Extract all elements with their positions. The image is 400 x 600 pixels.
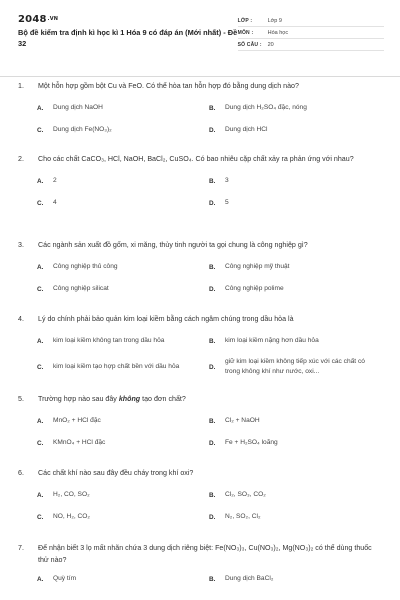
option-letter: A. [37, 104, 44, 112]
option-text: Cl₂, SO₃, CO₂ [225, 490, 266, 498]
question-4 [18, 313, 384, 382]
option-text: Cl₂ + NaOH [225, 416, 260, 424]
document-title: Bộ đề kiểm tra định kì học kì 1 Hóa 9 có đáp án (Mới nhất) - Đề 32 [18, 28, 238, 48]
option-letter: B. [209, 104, 216, 112]
option-grid [37, 330, 384, 382]
question-6 [18, 467, 384, 528]
option-d[interactable] [209, 432, 381, 454]
meta-value: 20 [267, 41, 274, 48]
option-letter: C. [37, 285, 44, 293]
meta-info [238, 15, 384, 66]
option-b[interactable] [209, 330, 381, 352]
logo-main-text: 2048 [18, 14, 47, 25]
question-number: 5. [18, 395, 24, 403]
page-header [18, 14, 384, 66]
option-a[interactable] [37, 410, 209, 432]
question-number: 3. [18, 241, 24, 249]
meta-row-class [238, 15, 384, 27]
question-number: 4. [18, 315, 24, 323]
option-text: Công nghiệp thủ công [53, 262, 118, 270]
option-letter: B. [209, 337, 216, 345]
question-text-before: Trường hợp nào sau đây [38, 395, 117, 403]
option-b[interactable] [209, 97, 381, 119]
question-text [38, 393, 384, 405]
option-letter: B. [209, 177, 216, 185]
meta-label: LỚP : [237, 17, 253, 24]
option-letter: D. [209, 285, 216, 293]
option-b[interactable] [209, 256, 381, 278]
question-number: 7. [18, 544, 24, 552]
option-grid [37, 256, 384, 300]
option-d[interactable] [209, 119, 381, 141]
option-letter: A. [37, 417, 44, 425]
option-letter: C. [37, 126, 44, 134]
option-grid [37, 97, 384, 141]
question-text: Cho các chất CaCO₃, HCl, NaOH, BaCl₂, CuSO₄. Có bao nhiêu cặp chất xảy ra phản ứng với nhau? [38, 155, 354, 163]
option-letter: C. [37, 513, 44, 521]
option-text: Công nghiệp mỹ thuật [225, 262, 290, 270]
meta-value: Lớp 9 [267, 17, 282, 24]
option-text: MnO₂ + HCl đặc [53, 416, 101, 424]
option-b[interactable] [209, 568, 381, 590]
question-text-emphasis: không [118, 395, 141, 403]
option-text: Dung dịch Fe(NO₃)₂ [53, 125, 112, 133]
question-number: 6. [18, 469, 24, 477]
question-number: 2. [18, 155, 24, 163]
option-b[interactable] [209, 170, 381, 192]
option-text: giữ kim loại kiềm không tiếp xúc với các chất có trong không khí như nước, oxi... [225, 357, 365, 375]
option-text: 2 [53, 176, 57, 184]
option-a[interactable] [37, 256, 209, 278]
question-number: 1. [18, 82, 24, 90]
question-text: Lý do chính phải bảo quản kim loại kiềm bằng cách ngâm chúng trong dầu hỏa là [38, 315, 294, 323]
question-stem [18, 153, 384, 165]
question-text: Các chất khí nào sau đây đều cháy trong khí oxi? [38, 469, 194, 477]
option-text: Quỳ tím [53, 574, 77, 582]
option-text: H₂, CO, SO₂ [53, 490, 90, 498]
question-7 [18, 542, 384, 590]
option-letter: A. [37, 575, 44, 583]
option-grid [37, 484, 384, 528]
option-letter: D. [209, 439, 216, 447]
option-c[interactable] [37, 432, 209, 454]
option-text: 4 [53, 198, 57, 206]
question-stem [18, 467, 384, 479]
question-3 [18, 239, 384, 300]
option-grid [37, 170, 384, 214]
question-stem [18, 393, 384, 405]
option-letter: B. [209, 575, 216, 583]
question-1 [18, 80, 384, 141]
option-a[interactable] [37, 568, 209, 590]
question-stem [18, 239, 384, 251]
meta-value: Hóa học [267, 29, 289, 36]
option-letter: B. [209, 491, 216, 499]
option-text: Fe + H₂SO₄ loãng [225, 438, 278, 446]
option-letter: A. [37, 491, 44, 499]
option-text: 5 [225, 198, 229, 206]
option-grid [37, 410, 384, 454]
option-text: N₂, SO₂, Cl₂ [225, 512, 261, 520]
option-c[interactable] [37, 119, 209, 141]
option-a[interactable] [37, 97, 209, 119]
option-text: KMnO₄ + HCl đặc [53, 438, 106, 446]
option-a[interactable] [37, 170, 209, 192]
option-grid [37, 568, 384, 590]
option-d[interactable] [209, 278, 381, 300]
option-text: Công nghiệp silicat [53, 284, 109, 292]
option-text: kim loại kiềm không tan trong dầu hỏa [53, 336, 165, 344]
question-text-after: tạo đơn chất? [142, 395, 186, 403]
option-text: 3 [225, 176, 229, 184]
option-text: NO, H₂, CO₂ [53, 512, 90, 520]
option-text: Công nghiệp polime [225, 284, 284, 292]
option-text: kim loại kiềm nặng hơn dầu hỏa [225, 336, 319, 344]
option-letter: B. [209, 263, 216, 271]
option-text: Dung dịch H₂SO₄ đặc, nóng [225, 103, 307, 111]
option-letter: C. [37, 363, 44, 371]
question-5 [18, 393, 384, 454]
option-c[interactable] [37, 192, 209, 214]
meta-row-count [238, 39, 384, 51]
header-divider [0, 76, 400, 77]
option-letter: C. [37, 199, 44, 207]
option-text: Dung dịch NaOH [53, 103, 103, 111]
option-b[interactable] [209, 410, 381, 432]
question-text: Để nhận biết 3 lọ mất nhãn chứa 3 dung dịch riêng biệt: Fe(NO₃)₃, Cu(NO₃)₂, Mg(NO₃)₂ có thể dùng thuốc thử nào? [38, 544, 372, 564]
site-logo[interactable] [18, 14, 238, 25]
option-letter: D. [209, 363, 216, 371]
question-stem [18, 542, 384, 566]
option-letter: B. [209, 417, 216, 425]
option-text: Dung dịch BaCl₂ [225, 574, 274, 582]
option-d[interactable] [209, 506, 381, 528]
meta-label: SỐ CÂU : [237, 41, 262, 48]
option-c[interactable] [37, 506, 209, 528]
header-left [18, 14, 238, 66]
option-letter: D. [209, 126, 216, 134]
meta-label: MÔN : [237, 29, 254, 36]
option-a[interactable] [37, 330, 209, 352]
logo-tld-text: .VN [47, 16, 59, 22]
question-text: Các ngành sản xuất đồ gốm, xi măng, thủy tinh người ta gọi chung là công nghiệp gì? [38, 241, 308, 249]
option-letter: C. [37, 439, 44, 447]
option-text: kim loại kiềm tạo hợp chất bền với dầu hỏa [53, 362, 180, 370]
option-letter: D. [209, 513, 216, 521]
option-letter: A. [37, 177, 44, 185]
option-letter: A. [37, 263, 44, 271]
option-b[interactable] [209, 484, 381, 506]
question-stem [18, 80, 384, 92]
option-a[interactable] [37, 484, 209, 506]
question-2 [18, 153, 384, 214]
option-c[interactable] [37, 352, 209, 382]
question-stem [18, 313, 384, 325]
question-text: Một hỗn hợp gồm bột Cu và FeO. Có thể hòa tan hỗn hợp đó bằng dung dịch nào? [38, 82, 299, 90]
option-c[interactable] [37, 278, 209, 300]
option-text: Dung dịch HCl [225, 125, 268, 133]
option-letter: A. [37, 337, 44, 345]
option-letter: D. [209, 199, 216, 207]
option-d[interactable] [209, 192, 381, 214]
option-d[interactable] [209, 352, 381, 382]
meta-row-subject [238, 27, 384, 39]
